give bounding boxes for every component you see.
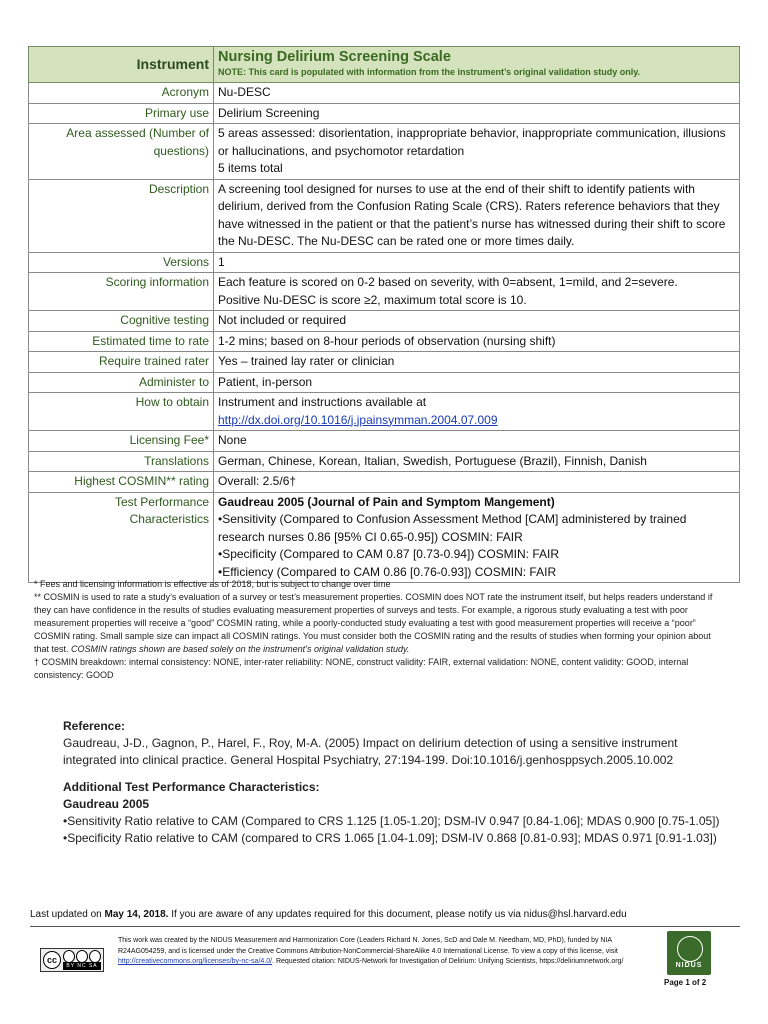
row-value-line: Positive Nu-DESC is score ≥2, maximum total score is 10. — [218, 292, 527, 307]
row-label: Estimated time to rate — [29, 331, 214, 352]
row-label: Scoring information — [29, 273, 214, 311]
row-value — [214, 124, 740, 180]
row-label: Require trained rater — [29, 352, 214, 373]
row-value-line: German, Chinese, Korean, Italian, Swedish, Portuguese (Brazil), Finnish, Danish — [218, 453, 647, 468]
row-value — [214, 179, 740, 252]
row-value-line: 5 items total — [218, 161, 283, 175]
row-how-to-obtain — [29, 393, 740, 431]
row-label: Cognitive testing — [29, 311, 214, 332]
page-number: Page 1 of 2 — [664, 978, 707, 987]
row-value-line: A screening tool designed for nurses to use at the end of their shift to identify patients with delirium, derived from the Confusion Rating Scale (CRS). Raters reference behaviors that they have witnessed in the patient or that the patient’s nurse has witnessed during their shift to score the Nu-DESC. The Nu-DESC can be rated one or more times daily. — [218, 181, 726, 248]
row-value — [214, 103, 740, 124]
row-value — [214, 393, 740, 431]
performance-item: •Specificity (Compared to CAM 0.87 [0.73-0.94]) COSMIN: FAIR — [218, 547, 559, 561]
row-area-assessed-number-of-questions — [29, 124, 740, 180]
row-value-line: Yes – trained lay rater or clinician — [218, 354, 395, 368]
footnote-cosmin-italic: COSMIN ratings shown are based solely on the instrument’s original validation study. — [71, 644, 410, 654]
row-cognitive-testing — [29, 311, 740, 332]
leaf-icon — [677, 936, 703, 962]
row-value — [214, 83, 740, 104]
row-value-line: Each feature is scored on 0-2 based on severity, with 0=absent, 1=mild, and 2=severe. — [218, 275, 678, 289]
row-value — [214, 273, 740, 311]
row-label: Test Performance Characteristics — [29, 492, 214, 583]
row-value-line: None — [218, 433, 247, 447]
nidus-logo-icon — [667, 931, 711, 975]
row-value-line: Delirium Screening — [218, 105, 320, 120]
row-label: Versions — [29, 252, 214, 273]
performance-item: •Sensitivity (Compared to Confusion Assessment Method [CAM] administered by trained research nurses 0.86 [95% CI 0.65-0.95]) COSMIN: FAIR — [218, 512, 687, 544]
row-value — [214, 472, 740, 493]
row-value-line: 5 areas assessed: disorientation, inappropriate behavior, inappropriate communication, illusions or hallucinations, and psychomotor retardation — [218, 126, 726, 158]
contact-email[interactable]: nidus@hsl.harvard.edu — [523, 909, 627, 920]
header-note: NOTE: This card is populated with information from the instrument’s original validation study only. — [218, 67, 641, 77]
footnote-cosmin: ** COSMIN is used to rate a study’s evaluation of a survey or test’s measurement properties. COSMIN does NOT rate the instrument itself, but helps readers understand if they can have confidence in the results of studies evaluating measurement properties of surveys and tests. For example, a rigorous study evaluating a test with poor measurement properties will receive a “good” COSMIN rating, while a poorly-conducted study evaluating a test with good measurement properties will receive a “poor” COSMIN rating. Small sample size can impact all COSMIN ratings. You must consider both the COSMIN rating and the results of studies when forming your opinion about that test. COSMIN ratings shown are based solely on the instrument’s original validation study. — [34, 592, 713, 654]
additional-item: •Sensitivity Ratio relative to CAM (Compared to CRS 1.125 [1.05-1.20]; DSM-IV 0.947 [0.84-1.06]; MDAS 0.900 [0.75-1.05]) — [63, 814, 720, 828]
row-label: Administer to — [29, 372, 214, 393]
row-value-line: Not included or required — [218, 313, 347, 327]
header-label: Instrument — [29, 47, 214, 83]
row-require-trained-rater — [29, 352, 740, 373]
additional-heading: Additional Test Performance Characteristics: — [63, 780, 320, 794]
row-label: Primary use — [29, 103, 214, 124]
reference-section — [63, 718, 723, 847]
cc-terms: BY NC SA — [63, 962, 101, 970]
instrument-table — [28, 46, 740, 583]
last-updated: Last updated on May 14, 2018. If you are aware of any updates required for this document, please notify us via nidus@hsl.harvard.edu — [30, 909, 627, 920]
row-label: Area assessed (Number of questions) — [29, 124, 214, 180]
row-value — [214, 252, 740, 273]
instrument-card — [28, 46, 740, 583]
cc-icon: cc — [43, 951, 61, 969]
row-label: Acronym — [29, 83, 214, 104]
row-label: Highest COSMIN** rating — [29, 472, 214, 493]
license-link[interactable]: http://creativecommons.org/licenses/by-nc-sa/4.0/ — [118, 958, 273, 965]
footer-divider — [30, 926, 740, 927]
row-scoring-information — [29, 273, 740, 311]
row-value-line: Nu-DESC — [218, 85, 271, 99]
row-value — [214, 331, 740, 352]
row-versions — [29, 252, 740, 273]
row-primary-use — [29, 103, 740, 124]
footnote-fees: * Fees and licensing information is effective as of 2018, but is subject to change over time — [34, 579, 391, 589]
footnotes — [34, 578, 724, 682]
row-value-line: 1 — [218, 254, 225, 269]
license-credit: This work was created by the NIDUS Measurement and Harmonization Core (Leaders Richard N. Jones, ScD and Dale M. Needham, MD, PhD), funded by NIA R24AG054259, and is licensed under the Creative Commons Attribution-NonCommercial-ShareAlike 4.0 International License. To view a copy of this license, visit http://creativecommons.org/licenses/by-nc-sa/4.0/. Requested citation: NIDUS-Network for Investigation of Delirium: Unifying Scientists, https://deliriumnetwork.org/ — [118, 937, 624, 965]
reference-text: Gaudreau, J-D., Gagnon, P., Harel, F., Roy, M-A. (2005) Impact on delirium detection of using a sensitive instrument integrated into clinical practice. General Hospital Psychiatry, 27:194-199. Doi:10.1016/j.genhosppsych.2005.10.002 — [63, 736, 678, 767]
row-test-performance — [29, 492, 740, 583]
row-acronym — [29, 83, 740, 104]
header-row — [29, 47, 740, 83]
performance-item: •Efficiency (Compared to CAM 0.86 [0.76-0.93]) COSMIN: FAIR — [218, 564, 557, 579]
instrument-title: Nursing Delirium Screening Scale — [218, 49, 451, 65]
row-value — [214, 352, 740, 373]
row-value — [214, 311, 740, 332]
row-estimated-time-to-rate — [29, 331, 740, 352]
updated-date: May 14, 2018. — [104, 909, 169, 920]
row-value-line: Patient, in-person — [218, 374, 313, 389]
obtain-text: Instrument and instructions available at — [218, 395, 427, 409]
reference-heading: Reference: — [63, 719, 126, 733]
row-value-line: Overall: 2.5/6† — [218, 474, 297, 488]
row-highest-cosmin-rating — [29, 472, 740, 493]
row-value-line: 1-2 mins; based on 8-hour periods of observation (nursing shift) — [218, 333, 556, 348]
row-label: Licensing Fee* — [29, 431, 214, 452]
creative-commons-badge-icon — [40, 948, 104, 972]
row-value — [214, 372, 740, 393]
row-label: How to obtain — [29, 393, 214, 431]
obtain-link[interactable]: http://dx.doi.org/10.1016/j.jpainsymman.2004.07.009 — [218, 412, 498, 427]
performance-heading: Gaudreau 2005 (Journal of Pain and Symptom Mangement) — [218, 494, 555, 509]
row-value — [214, 431, 740, 452]
additional-study: Gaudreau 2005 — [63, 797, 150, 811]
row-value — [214, 492, 740, 583]
row-label: Description — [29, 179, 214, 252]
logo-text: NIDUS — [675, 962, 703, 969]
header-cell — [214, 47, 740, 83]
footnote-breakdown: † COSMIN breakdown: internal consistency: NONE, inter-rater reliability: NONE, construct validity: FAIR, external validation: NONE, content validity: GOOD, internal consistency: GOOD — [34, 657, 689, 680]
row-label: Translations — [29, 451, 214, 472]
row-value — [214, 451, 740, 472]
additional-item: •Specificity Ratio relative to CAM (compared to CRS 1.065 [1.04-1.09]; DSM-IV 0.868 [0.81-0.93]; MDAS 0.971 [0.91-1.03]) — [63, 831, 717, 845]
row-description — [29, 179, 740, 252]
row-translations — [29, 451, 740, 472]
row-licensing-fee — [29, 431, 740, 452]
row-administer-to — [29, 372, 740, 393]
